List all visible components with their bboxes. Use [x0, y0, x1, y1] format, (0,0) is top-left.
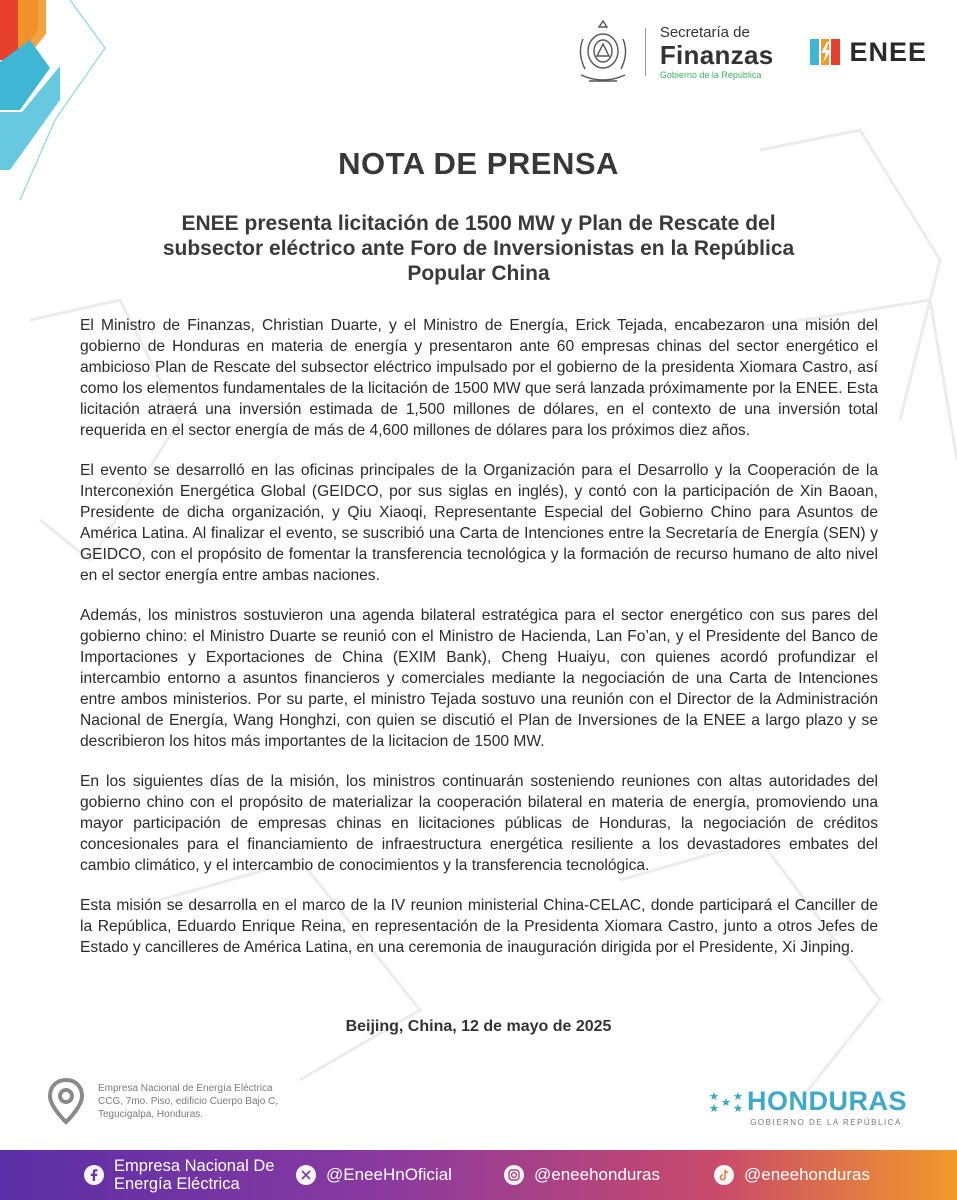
paragraph: El evento se desarrolló en las oficinas principales de la Organización para el Desarrollo y la Cooperación de la Interconexión Energética Global (GEIDCO, por sus siglas en inglés), y contó con la participación de Xin Baoan, Presidente de dicha organización, y Qiu Xiaoqi, Representante Especial del Gobierno Chino para Asuntos de América Latina. Al finalizar el evento, se suscribió una Carta de Intenciones entre la Secretaría de Energía (SEN) y GEIDCO, con el propósito de fomentar la transferencia tecnológica y la formación de recurso humano de alto nivel en el sector energía entre ambas naciones.	[80, 462, 878, 584]
footer-org-line1: Empresa Nacional De	[114, 1157, 275, 1175]
header-divider	[645, 28, 646, 76]
location-pin-icon	[46, 1078, 86, 1126]
page-title: NOTA DE PRENSA	[338, 146, 619, 181]
finanzas-logo-main: Finanzas	[659, 39, 774, 70]
paragraph: El Ministro de Finanzas, Christian Duarte, y el Ministro de Energía, Erick Tejada, encabezaron una misión del gobierno de Honduras en materia de energía y presentaron ante 60 empresas chinas del sector energético el ambicioso Plan de Rescate del subsector eléctrico impulsado por el gobierno de la presidenta Xiomara Castro, así como los elementos fundamentales de la licitación de 1500 MW que será lanzada próximamente por la ENEE. Esta licitación atraerá una inversión estimada de 1,500 millones de dólares, en el contexto de una inversión total requerida en el sector energía de más de 4,600 millones de dólares para los próximos diez años.	[80, 317, 878, 439]
enee-logo-text: ENEE	[849, 36, 927, 67]
enee-logo	[809, 36, 927, 68]
press-body	[80, 315, 878, 977]
address-line: Empresa Nacional de Energía Eléctrica	[98, 1083, 273, 1094]
paragraph: En los siguientes días de la misión, los ministros continuarán sosteniendo reuniones con altas autoridades del gobierno chino con el propósito de materializar la cooperación bilateral en materia de energía, promoviendo una mayor participación de empresas chinas en licitaciones públicas de Honduras, la negociación de créditos concesionales para el financiamiento de infraestructura energética resiliente a los devastadores embates del cambio climático, y el intercambio de conocimientos y la transferencia tecnológica.	[80, 773, 878, 874]
header-logos	[575, 12, 927, 92]
tiktok-icon	[714, 1165, 734, 1185]
address-line: CCG, 7mo. Piso, edificio Cuerpo Bajo C,	[98, 1096, 279, 1107]
stars-icon	[709, 1089, 743, 1115]
x-icon	[296, 1165, 316, 1185]
coat-of-arms-icon	[575, 17, 631, 87]
footer-instagram[interactable]	[504, 1150, 660, 1200]
finanzas-logo	[660, 25, 774, 80]
address-line: Tegucigalpa, Honduras.	[98, 1109, 204, 1120]
headline: ENEE presenta licitación de 1500 MW y Plan de Rescate del subsector eléctrico ante Foro de Inversionistas en la República Popular China	[162, 212, 795, 285]
honduras-sub: GOBIERNO DE LA REPÚBLICA	[750, 1118, 902, 1127]
footer-tiktok[interactable]	[714, 1150, 870, 1200]
instagram-icon	[504, 1165, 524, 1185]
footer-social-bar	[0, 1150, 957, 1200]
paragraph: Esta misión se desarrolla en el marco de la IV reunion ministerial China-CELAC, donde participará el Canciller de la República, Eduardo Enrique Reina, en representación de la Presidenta Xiomara Castro, junto a otros Jefes de Estado y cancilleres de América Latina, en una ceremonia de inauguración dirigida por el Presidente, Xi Jinping.	[80, 897, 878, 956]
dateline: Beijing, China, 12 de mayo de 2025	[345, 1018, 612, 1035]
footer-x-handle: @EneeHnOficial	[326, 1165, 452, 1184]
footer-tiktok-handle: @eneehonduras	[744, 1165, 870, 1184]
footer-x[interactable]	[296, 1150, 452, 1200]
honduras-word: HONDURAS	[746, 1086, 907, 1116]
enee-mark-icon	[809, 36, 841, 68]
address-block	[46, 1078, 278, 1126]
footer-facebook[interactable]	[84, 1150, 275, 1200]
finanzas-logo-sub: Gobierno de la República	[659, 69, 762, 80]
facebook-icon	[84, 1165, 104, 1185]
paragraph: Además, los ministros sostuvieron una agenda bilateral estratégica para el sector energético con sus pares del gobierno chino: el Ministro Duarte se reunió con el Ministro de Hacienda, Lan Fo’an, y el Presidente del Banco de Importaciones y Exportaciones de China (EXIM Bank), Cheng Huaiyu, con quienes acordó profundizar el intercambio entorno a asuntos financieros y comerciales mediante la negociación de una Carta de Intenciones entre ambos ministerios. Por su parte, el ministro Tejada sostuvo una reunión con el Director de la Administración Nacional de Energía, Wang Honghzi, con quien se discutió el Plan de Inversiones de la ENEE a largo plazo y se describieron los hitos más importantes de la licitacion de 1500 MW.	[80, 607, 878, 750]
footer-org-line2: Energía Eléctrica	[114, 1175, 240, 1193]
finanzas-logo-top: Secretaría de	[659, 23, 750, 41]
footer-instagram-handle: @eneehonduras	[534, 1165, 660, 1184]
honduras-logo	[709, 1086, 907, 1127]
